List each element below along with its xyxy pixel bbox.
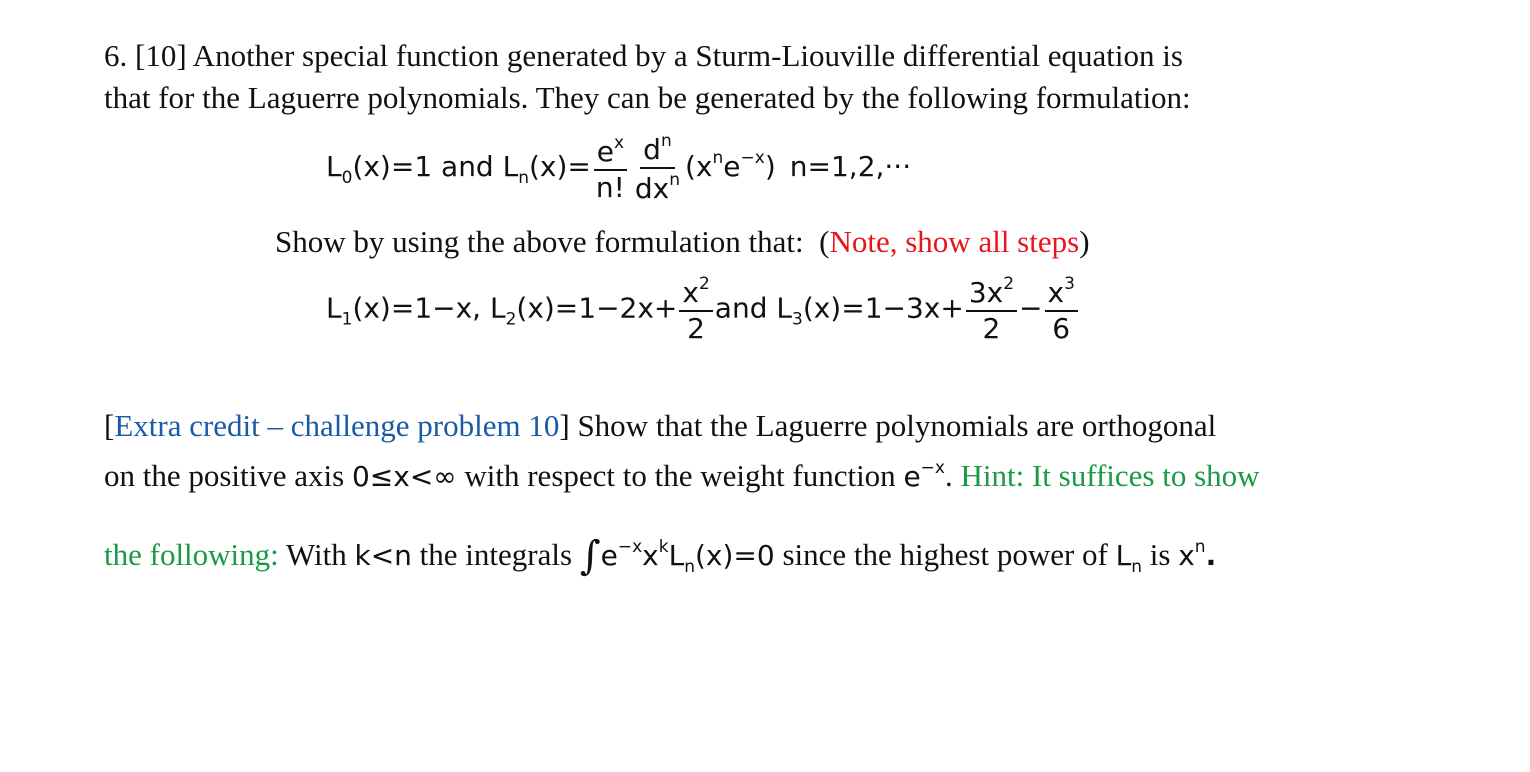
show-instruction: Show by using the above formulation that: (Note, show all steps) [275, 224, 1090, 259]
extra-line-1: [Extra credit – challenge problem 10] Show that the Laguerre polynomials are orthogonal [104, 408, 1217, 443]
note-text: Note, show all steps [829, 224, 1080, 259]
extra-line-3: the following: With k<n the integrals $\int e^{-x}x^kL_n(x)=0$ since the highest power of $L_n$ is $x^n$. [104, 533, 1217, 579]
extra-line-2: on the positive axis 0≤x<∞ with respect to the weight function $e^{-x}$. Hint: It suffices to show [104, 458, 1260, 493]
problem-line-1: 6. [10] Another special function generated by a Sturm-Liouville differential equation is [104, 38, 1183, 73]
integral-sign: ∫ [579, 533, 601, 579]
extra-credit-label: Extra credit – challenge problem 10 [114, 408, 560, 443]
fraction-ex-over-nfact: $\frac{e^x}{n!}$ [593, 135, 628, 202]
fraction-3x2-over-2: $\frac{3x^2}{2}$ [966, 276, 1017, 343]
definition-equation: $L_0(x)=1$ and $L_n(x)=$ $\frac{e^x}{n!}$ $\frac{d^n}{dx^n}$ $(x^ne^{-x})$ n=1,2,··· [326, 131, 912, 205]
hint-text-continued: the following: [104, 537, 279, 572]
problem-line-2: that for the Laguerre polynomials. They can be generated by the following formulation: [104, 80, 1191, 115]
fraction-derivative-operator: $\frac{d^n}{dx^n}$ [634, 131, 680, 205]
fraction-x2-over-2: $\frac{x^2}{2}$ [679, 276, 712, 343]
results-equation: $L_1(x)=1-x$, $L_2(x)=1-2x+$ $\frac{x^2}{2}$ and $L_3(x)=1-3x+$ $\frac{3x^2}{2}$ − $\frac{x^3}{6}$ [326, 276, 1080, 343]
fraction-x3-over-6: $\frac{x^3}{6}$ [1045, 276, 1078, 343]
hint-text: Hint: It suffices to show [960, 458, 1260, 493]
